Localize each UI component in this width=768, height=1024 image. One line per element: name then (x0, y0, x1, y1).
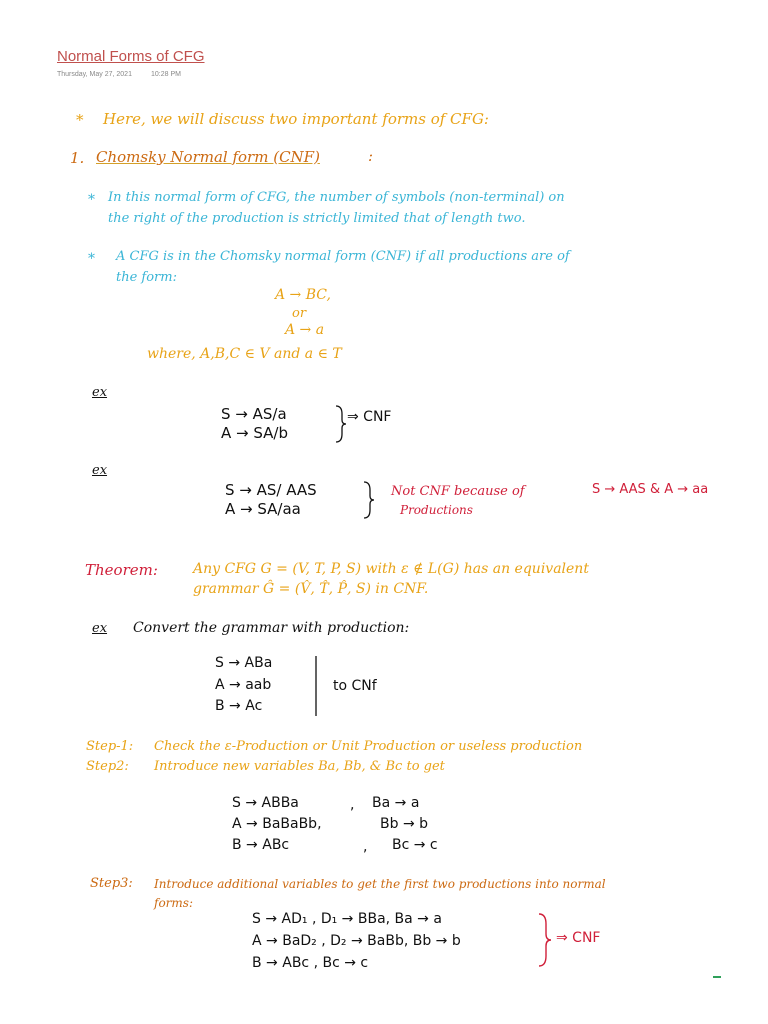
step3-brace (537, 912, 553, 968)
page-title: Normal Forms of CFG (57, 48, 205, 65)
example1-line2: A → SA/b (221, 424, 289, 442)
cnf-where: where, A,B,C ∈ V and a ∈ T (147, 346, 342, 362)
page-date: Thursday, May 27, 2021 (57, 71, 132, 78)
example2-note-rules: S → AAS & A → aa (592, 482, 709, 497)
example2-label: ex (92, 463, 108, 478)
step2-row3-left: B → ABc (232, 837, 290, 853)
step1-text: Check the ε-Production or Unit Production or useless production (154, 739, 583, 754)
example2-note-productions: Productions (400, 503, 473, 517)
intro-text: Here, we will discuss two important forms of CFG: (103, 110, 489, 128)
cnf-rule-or: or (292, 306, 307, 321)
cnf-rule-1: A → BC, (275, 287, 331, 303)
example1-result: ⇒ CNF (347, 409, 392, 425)
step3-row2: A → BaD₂ , D₂ → BaBb, Bb → b (252, 933, 461, 949)
note1-line1: In this normal form of CFG, the number of symbols (non-terminal) on (108, 190, 565, 205)
step2-row2-right: Bb → b (380, 816, 429, 832)
example2-line2: A → SA/aa (225, 500, 301, 518)
example3-line3: B → Ac (215, 698, 263, 714)
step3-label: Step3: (90, 876, 133, 891)
page-time: 10:28 PM (151, 71, 181, 78)
step3-row3: B → ABc , Bc → c (252, 955, 369, 971)
example3-text: Convert the grammar with production: (133, 620, 410, 636)
step2-row1-sep: , (350, 797, 355, 813)
step2-label: Step2: (86, 759, 129, 774)
example2-brace (362, 480, 376, 520)
example3-bar (313, 655, 319, 717)
step2-text: Introduce new variables Ba, Bb, & Bc to get (154, 759, 445, 774)
example1-line1: S → AS/a (221, 405, 287, 423)
step2-row1-left: S → ABBa (232, 795, 299, 811)
example3-line1: S → ABa (215, 655, 273, 671)
step3-result: ⇒ CNF (556, 930, 601, 946)
note2-line1: A CFG is in the Chomsky normal form (CNF) if all productions are of (116, 249, 570, 264)
step2-row2-left: A → BaBaBb, (232, 816, 322, 832)
cnf-heading: Chomsky Normal form (CNF) (96, 148, 320, 166)
step3-line2: forms: (154, 896, 193, 910)
green-dash-mark (713, 976, 721, 978)
note1-line2: the right of the production is strictly limited that of length two. (108, 211, 526, 226)
theorem-label: Theorem: (85, 561, 158, 579)
step2-row3-sep: , (363, 839, 368, 855)
cnf-heading-colon: : (368, 147, 374, 165)
example2-note: Not CNF because of (391, 484, 525, 499)
example1-brace (334, 404, 348, 444)
step3-line1: Introduce additional variables to get the first two productions into normal (154, 877, 606, 891)
step3-row1: S → AD₁ , D₁ → BBa, Ba → a (252, 911, 442, 927)
step2-row1-right: Ba → a (372, 795, 420, 811)
cnf-number: 1. (70, 149, 85, 167)
intro-bullet: * (76, 111, 84, 129)
example1-label: ex (92, 385, 108, 400)
note2-line2: the form: (116, 270, 177, 285)
theorem-line2: grammar Ĝ = (V̂, T̂, P̂, S) in CNF. (193, 581, 429, 597)
note2-bullet: * (88, 251, 95, 267)
example3-label: ex (92, 621, 108, 636)
step2-row3-right: Bc → c (392, 837, 438, 853)
example2-line1: S → AS/ AAS (225, 481, 317, 499)
theorem-line1: Any CFG G = (V, T, P, S) with ε ∉ L(G) has an equivalent (193, 561, 589, 577)
cnf-rule-2: A → a (285, 322, 325, 338)
note1-bullet: * (88, 192, 95, 208)
step1-label: Step-1: (86, 739, 134, 754)
example3-target: to CNf (333, 678, 377, 694)
example3-line2: A → aab (215, 677, 272, 693)
